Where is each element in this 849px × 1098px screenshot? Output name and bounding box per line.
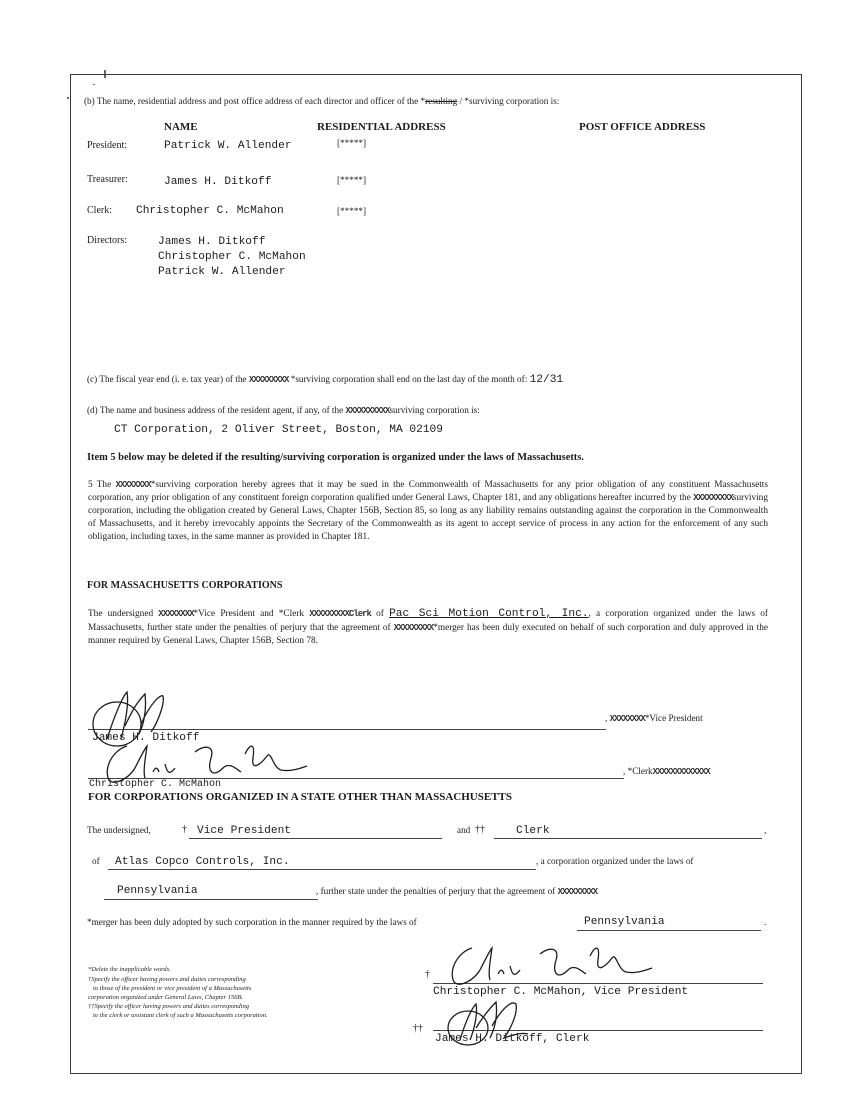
footnote: *Delete the inapplicable words. xyxy=(88,966,171,973)
officer-name: Patrick W. Allender xyxy=(164,140,292,152)
col-po: POST OFFICE ADDRESS xyxy=(579,121,706,133)
officer-role: Treasurer: xyxy=(87,174,128,185)
mass-corp-name: Pac Sci Motion Control, Inc. xyxy=(389,608,589,620)
col-name: NAME xyxy=(164,121,198,133)
signature-ditkoff-2 xyxy=(440,990,560,1050)
fill-line xyxy=(577,930,761,931)
sig1-title: , XXXXXXXX*Vice President xyxy=(605,713,703,724)
officer-address: [*****] xyxy=(337,138,367,148)
and-text: and xyxy=(457,825,471,835)
section-b-intro: (b) The name, residential address and post office address of each director and officer of the *resulting / *surviving corporation is: xyxy=(84,96,560,106)
footnote: †Specify the officer having powers and duties corresponding xyxy=(88,976,246,983)
foreign-office1: Vice President xyxy=(197,825,291,837)
footnote: to the clerk or assistant clerk of such a Massachusetts corporation. xyxy=(93,1012,268,1019)
foreign-undersigned: The undersigned, xyxy=(87,825,151,835)
officer-role: Clerk: xyxy=(87,205,112,216)
of-text: of xyxy=(92,856,100,866)
signature-mcmahon-1 xyxy=(95,738,335,788)
final-sig1-name: Christopher C. McMahon, Vice President xyxy=(433,986,689,998)
double-dagger-mark: †† xyxy=(413,1023,423,1034)
dagger-mark: † xyxy=(182,824,187,835)
section-d: (d) The name and business address of the resident agent, if any, of the XXXXXXXXXXsurviving corporation is: xyxy=(87,405,480,416)
foreign-merger-text: *merger has been duly adopted by such corporation in the manner required by the laws of xyxy=(87,917,417,927)
officer-address: [*****] xyxy=(337,206,367,216)
sig1-name: James H. Ditkoff xyxy=(92,732,200,744)
resident-agent: CT Corporation, 2 Oliver Street, Boston, MA 02109 xyxy=(114,424,443,436)
footnote: ††Specify the officer having powers and duties corresponding xyxy=(88,1003,249,1010)
foreign-heading: FOR CORPORATIONS ORGANIZED IN A STATE OTHER THAN MASSACHUSETTS xyxy=(88,791,512,803)
foreign-perjury-text: , further state under the penalties of perjury that the agreement of XXXXXXXXX xyxy=(316,886,598,897)
sig2-title: , *ClerkXXXXXXXXXXXXX xyxy=(623,766,710,777)
officer-name: James H. Ditkoff xyxy=(164,176,272,188)
signature-mcmahon-2 xyxy=(440,940,680,990)
officer-name: Christopher C. McMahon xyxy=(136,205,284,217)
dagger-mark: † xyxy=(425,969,430,980)
director-name: Christopher C. McMahon xyxy=(158,251,306,263)
col-residential: RESIDENTIAL ADDRESS xyxy=(317,121,446,133)
mass-heading: FOR MASSACHUSETTS CORPORATIONS xyxy=(87,580,283,591)
foreign-laws-text: , a corporation organized under the laws of xyxy=(536,856,694,866)
final-sig2-name: James H. Ditkoff, Clerk xyxy=(435,1033,590,1045)
scan-speck xyxy=(67,97,69,99)
director-name: Patrick W. Allender xyxy=(158,266,286,278)
foreign-state2: Pennsylvania xyxy=(584,916,665,928)
comma: , xyxy=(764,825,767,835)
director-name: James H. Ditkoff xyxy=(158,236,266,248)
foreign-office2: Clerk xyxy=(516,825,550,837)
directors-label: Directors: xyxy=(87,235,127,246)
item5-paragraph: 5 The XXXXXXXX*surviving corporation hereby agrees that it may be sued in the Commonwealth of Massachusetts for any prior obligation of any constituent Massachusetts corporation, any prior obligation of any constituent foreign corporation qualified under General Laws, Chapter 181, and any obligations hereafter incurred by the XXXXXXXXXsurviving corporation, including the obligation created by General Laws, Chapter 156B, Section 85, so long as any liability remains outstanding against the corporation in the Commonwealth of Massachusetts, and it hereby irrevocably appoints the Secretary of the Commonwealth as its agent to accept service of process in any action for the enforcement of any such obligation, including taxes, in the same manner as provided in Chapter 181. xyxy=(88,480,768,542)
fill-line xyxy=(104,899,318,900)
foreign-state: Pennsylvania xyxy=(117,885,198,897)
foreign-corp: Atlas Copco Controls, Inc. xyxy=(115,856,290,868)
fill-line xyxy=(189,838,442,839)
fill-line xyxy=(108,869,536,870)
section-c: (c) The fiscal year end (i. e. tax year) of the XXXXXXXXX *surviving corporation shall end on the last day of the month of: 12/31 xyxy=(87,374,564,386)
item5-heading: Item 5 below may be deleted if the resulting/surviving corporation is organized under the laws of Massachusetts. xyxy=(87,452,584,463)
mass-paragraph: The undersigned XXXXXXXX*Vice President and *Clerk XXXXXXXXXClerk of Pac Sci Motion Control, Inc., a corporation organized under the laws of Massachusetts, further state under the penalties of perjury that the agreement of XXXXXXXXX*merger has been duly executed on behalf of such corporation and duly approved in the manner required by General Laws, Chapter 156B, Section 78. xyxy=(88,608,769,646)
period: . xyxy=(764,917,767,927)
officer-address: [*****] xyxy=(337,175,367,185)
sig2-name: Christopher C. McMahon xyxy=(89,779,222,790)
footnote: to those of the president or vice president of a Massachusetts xyxy=(93,985,252,992)
fill-line xyxy=(494,838,762,839)
officer-role: President: xyxy=(87,140,127,151)
fiscal-month-value: 12/31 xyxy=(529,374,564,386)
double-dagger-mark: †† xyxy=(475,824,485,835)
footnote: corporation organized under General Laws, Chapter 156B. xyxy=(88,994,244,1001)
